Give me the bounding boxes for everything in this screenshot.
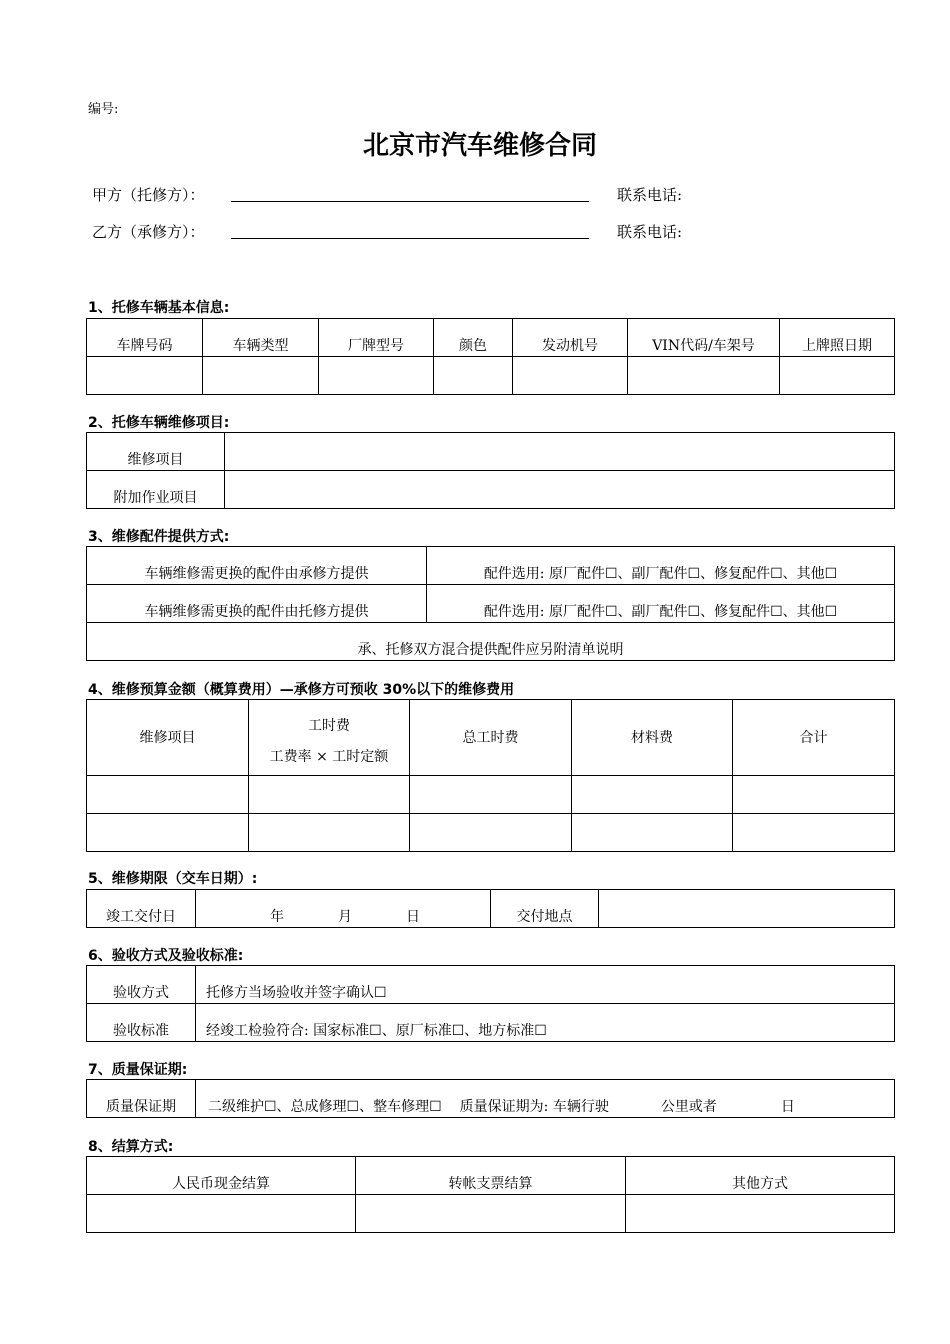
settlement-table — [86, 1156, 895, 1233]
registration-date-cell[interactable] — [780, 357, 895, 395]
settlement-cash-cell[interactable] — [87, 1195, 356, 1233]
party-b-phone-label: 联系电话: — [617, 223, 683, 241]
section-1-heading: 1、托修车辆基本信息: — [88, 300, 230, 316]
acceptance-table — [86, 965, 895, 1042]
section-6-heading: 6、验收方式及验收标准: — [88, 948, 244, 964]
serial-number-label: 编号: — [88, 102, 119, 117]
completion-date-label: 竣工交付日 — [87, 890, 196, 928]
repair-items-cell[interactable] — [225, 433, 895, 471]
col-engine-number: 发动机号 — [513, 319, 628, 357]
budget-col-total-labor: 总工时费 — [410, 700, 572, 776]
vehicle-type-cell[interactable] — [203, 357, 319, 395]
parts-supply-table — [86, 546, 895, 661]
settlement-cheque: 转帐支票结算 — [356, 1157, 626, 1195]
acceptance-method-value[interactable]: 托修方当场验收并签字确认☐ — [196, 966, 895, 1004]
col-plate-number: 车牌号码 — [87, 319, 203, 357]
section-8-heading: 8、结算方式: — [88, 1139, 174, 1155]
col-brand-model: 厂牌型号 — [319, 319, 434, 357]
additional-work-cell[interactable] — [225, 471, 895, 509]
party-a-field[interactable] — [231, 201, 589, 202]
budget-cell[interactable] — [410, 814, 572, 852]
acceptance-standard-value[interactable]: 经竣工检验符合: 国家标准☐、原厂标准☐、地方标准☐ — [196, 1004, 895, 1042]
budget-cell[interactable] — [572, 814, 733, 852]
warranty-period-text: 质量保证期为: 车辆行驶 — [459, 1099, 609, 1115]
party-b-label: 乙方（承修方）： — [92, 223, 205, 241]
warranty-label: 质量保证期 — [87, 1080, 196, 1118]
additional-work-label: 附加作业项目 — [87, 471, 225, 509]
brand-model-cell[interactable] — [319, 357, 434, 395]
parts-by-client-label: 车辆维修需更换的配件由托修方提供 — [87, 585, 427, 623]
parts-by-repairer-label: 车辆维修需更换的配件由承修方提供 — [87, 547, 427, 585]
labor-formula-label: 工费率 × 工时定额 — [269, 748, 389, 765]
section-3-heading: 3、维修配件提供方式: — [88, 529, 230, 545]
party-b-field[interactable] — [231, 238, 589, 239]
budget-cell[interactable] — [733, 814, 895, 852]
month-label: 月 — [338, 909, 352, 925]
col-vin: VIN代码/车架号 — [628, 319, 780, 357]
delivery-place-cell[interactable] — [599, 890, 895, 928]
settlement-other-cell[interactable] — [626, 1195, 895, 1233]
section-5-heading: 5、维修期限（交车日期）: — [88, 871, 258, 887]
page-title: 北京市汽车维修合同 — [362, 131, 597, 161]
day-label: 日 — [406, 909, 420, 925]
plate-number-cell[interactable] — [87, 357, 203, 395]
budget-col-labor — [249, 700, 410, 776]
budget-col-repair-item: 维修项目 — [87, 700, 249, 776]
repair-items-table — [86, 432, 895, 509]
warranty-options[interactable]: 二级维护☐、总成修理☐、整车修理☐ — [208, 1099, 442, 1115]
party-a-label: 甲方（托修方）： — [92, 186, 205, 204]
section-2-heading: 2、托修车辆维修项目: — [88, 415, 230, 431]
delivery-place-label: 交付地点 — [491, 890, 599, 928]
budget-cell[interactable] — [87, 776, 249, 814]
color-cell[interactable] — [434, 357, 513, 395]
acceptance-standard-label: 验收标准 — [87, 1004, 196, 1042]
km-or-label: 公里或者 — [660, 1099, 717, 1115]
acceptance-method-label: 验收方式 — [87, 966, 196, 1004]
party-a-phone-label: 联系电话: — [617, 186, 683, 204]
section-4-heading: 4、维修预算金额（概算费用）—承修方可预收 30%以下的维修费用 — [88, 682, 515, 698]
budget-cell[interactable] — [249, 814, 410, 852]
warranty-value[interactable] — [196, 1080, 895, 1118]
budget-col-material: 材料费 — [572, 700, 733, 776]
repair-items-label: 维修项目 — [87, 433, 225, 471]
warranty-table — [86, 1079, 895, 1118]
labor-fee-label: 工时费 — [308, 717, 350, 734]
col-vehicle-type: 车辆类型 — [203, 319, 319, 357]
settlement-cheque-cell[interactable] — [356, 1195, 626, 1233]
vehicle-info-table — [86, 318, 895, 395]
budget-cell[interactable] — [572, 776, 733, 814]
settlement-cash: 人民币现金结算 — [87, 1157, 356, 1195]
section-7-heading: 7、质量保证期: — [88, 1062, 188, 1078]
budget-cell[interactable] — [410, 776, 572, 814]
parts-by-repairer-options[interactable]: 配件选用: 原厂配件☐、副厂配件☐、修复配件☐、其他☐ — [427, 547, 895, 585]
budget-cell[interactable] — [249, 776, 410, 814]
vin-cell[interactable] — [628, 357, 780, 395]
parts-by-client-options[interactable]: 配件选用: 原厂配件☐、副厂配件☐、修复配件☐、其他☐ — [427, 585, 895, 623]
engine-number-cell[interactable] — [513, 357, 628, 395]
settlement-other: 其他方式 — [626, 1157, 895, 1195]
deadline-table — [86, 889, 895, 928]
budget-cell[interactable] — [87, 814, 249, 852]
completion-date-field[interactable] — [196, 890, 491, 928]
budget-col-total: 合计 — [733, 700, 895, 776]
col-registration-date: 上牌照日期 — [780, 319, 895, 357]
budget-table — [86, 699, 895, 852]
col-color: 颜色 — [434, 319, 513, 357]
year-label: 年 — [270, 909, 284, 925]
mixed-parts-note: 承、托修双方混合提供配件应另附清单说明 — [87, 623, 895, 661]
budget-cell[interactable] — [733, 776, 895, 814]
warranty-day-label: 日 — [780, 1099, 795, 1115]
